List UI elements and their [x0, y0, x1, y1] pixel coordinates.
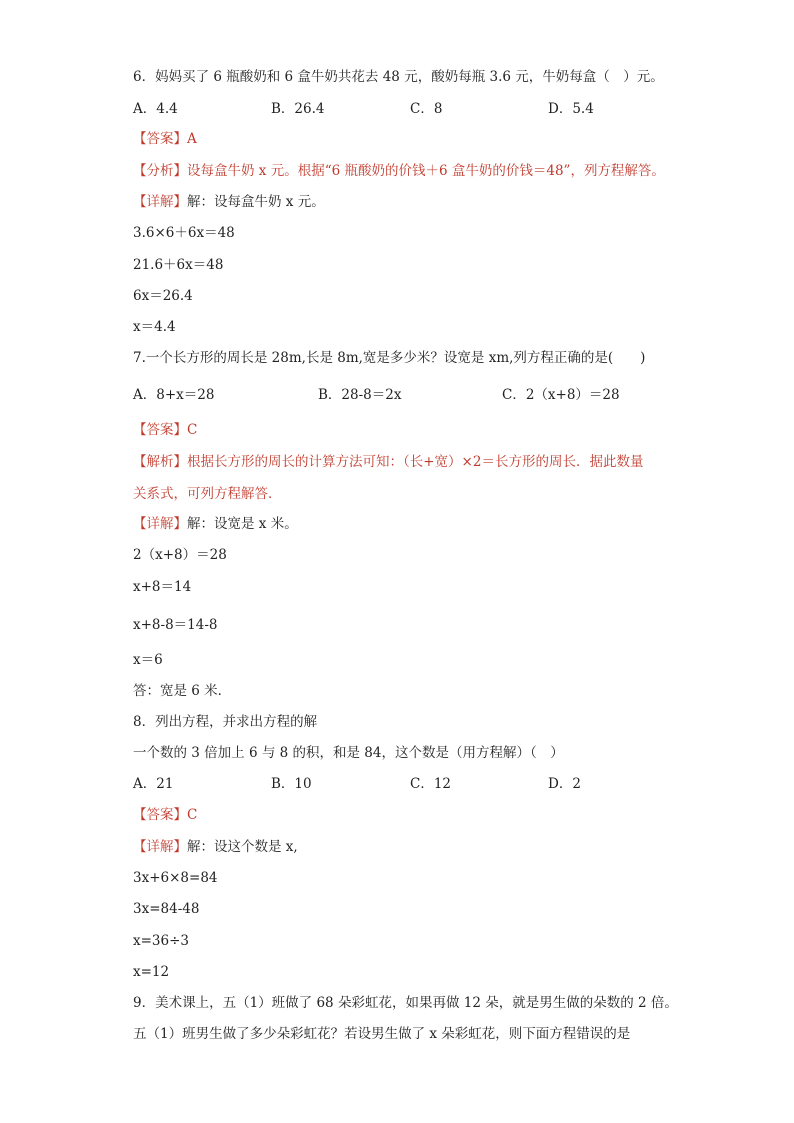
q8-detail	[133, 838, 298, 856]
q8-step-1: 3x+6×8=84	[133, 870, 218, 886]
q7-final-answer: 答：宽是 6 米．	[133, 683, 232, 699]
q8-question: 一个数的 3 倍加上 6 与 8 的积，和是 84，这个数是（用方程解）（ ）	[133, 745, 564, 761]
detail-text: 解：设这个数是 x,	[187, 839, 298, 855]
q6-detail	[133, 193, 325, 211]
answer-value: A	[187, 131, 197, 147]
q9-question-line-2: 五（1）班男生做了多少朵彩虹花？若设男生做了 x 朵彩虹花，则下面方程错误的是	[133, 1026, 631, 1042]
q8-step-2: 3x=84-48	[133, 901, 200, 917]
q7-step-3: x+8-8＝14-8	[133, 617, 218, 633]
q7-option-c: C．2（x+8）＝28	[502, 387, 620, 403]
q8-title: 8．列出方程，并求出方程的解	[133, 714, 318, 730]
detail-tag: 【详解】	[133, 839, 187, 855]
q8-answer	[133, 806, 197, 824]
q7-question: 7.一个长方形的周长是 28m,长是 8m,宽是多少米？设宽是 xm,列方程正确的是( )	[133, 350, 646, 366]
analysis-tag: 【分析】	[133, 163, 187, 179]
q9-question-line-1: 9．美术课上，五（1）班做了 68 朵彩虹花，如果再做 12 朵，就是男生做的朵数的 2 倍。	[133, 995, 678, 1011]
q7-option-b: B．28-8＝2x	[318, 387, 402, 403]
q6-step-1: 3.6×6＋6x＝48	[133, 225, 235, 241]
q6-option-b: B．26.4	[271, 101, 325, 117]
q6-option-c: C．8	[410, 101, 443, 117]
q7-detail	[133, 515, 298, 533]
answer-value: C	[187, 422, 198, 438]
analysis-tag: 【解析】	[133, 454, 187, 470]
q8-option-b: B．10	[271, 776, 312, 792]
q6-answer	[133, 130, 197, 148]
q6-question: 6．妈妈买了 6 瓶酸奶和 6 盒牛奶共花去 48 元，酸奶每瓶 3.6 元，牛奶每盒（ ）元。	[133, 69, 664, 85]
answer-tag: 【答案】	[133, 422, 187, 438]
q8-option-d: D．2	[548, 776, 581, 792]
q7-analysis-line-1	[133, 453, 643, 471]
answer-tag: 【答案】	[133, 807, 187, 823]
q6-step-3: 6x＝26.4	[133, 288, 193, 304]
answer-value: C	[187, 807, 198, 823]
analysis-text: 根据长方形的周长的计算方法可知：（长+宽）×2＝长方形的周长．据此数量	[187, 454, 644, 470]
answer-tag: 【答案】	[133, 131, 187, 147]
q6-step-4: x＝4.4	[133, 319, 176, 335]
analysis-text: 设每盒牛奶 x 元。根据“6 瓶酸奶的价钱＋6 盒牛奶的价钱＝48”，列方程解答。	[187, 163, 665, 179]
q7-step-4: x＝6	[133, 652, 163, 668]
detail-text: 解：设每盒牛奶 x 元。	[187, 194, 325, 210]
q6-option-d: D．5.4	[548, 101, 594, 117]
q8-option-a: A．21	[133, 776, 174, 792]
q7-option-a: A．8+x＝28	[133, 387, 215, 403]
q6-analysis	[133, 162, 665, 180]
q8-step-4: x=12	[133, 964, 170, 980]
detail-tag: 【详解】	[133, 194, 187, 210]
q8-option-c: C．12	[410, 776, 452, 792]
q7-answer	[133, 421, 197, 439]
q7-step-1: 2（x+8）＝28	[133, 547, 227, 563]
detail-tag: 【详解】	[133, 516, 187, 532]
q6-step-2: 21.6＋6x＝48	[133, 257, 224, 273]
q7-analysis-line-2: 关系式，可列方程解答．	[133, 486, 282, 502]
detail-text: 解：设宽是 x 米。	[187, 516, 298, 532]
q7-step-2: x+8＝14	[133, 579, 192, 595]
q8-step-3: x=36÷3	[133, 933, 190, 949]
q6-option-a: A．4.4	[133, 101, 178, 117]
